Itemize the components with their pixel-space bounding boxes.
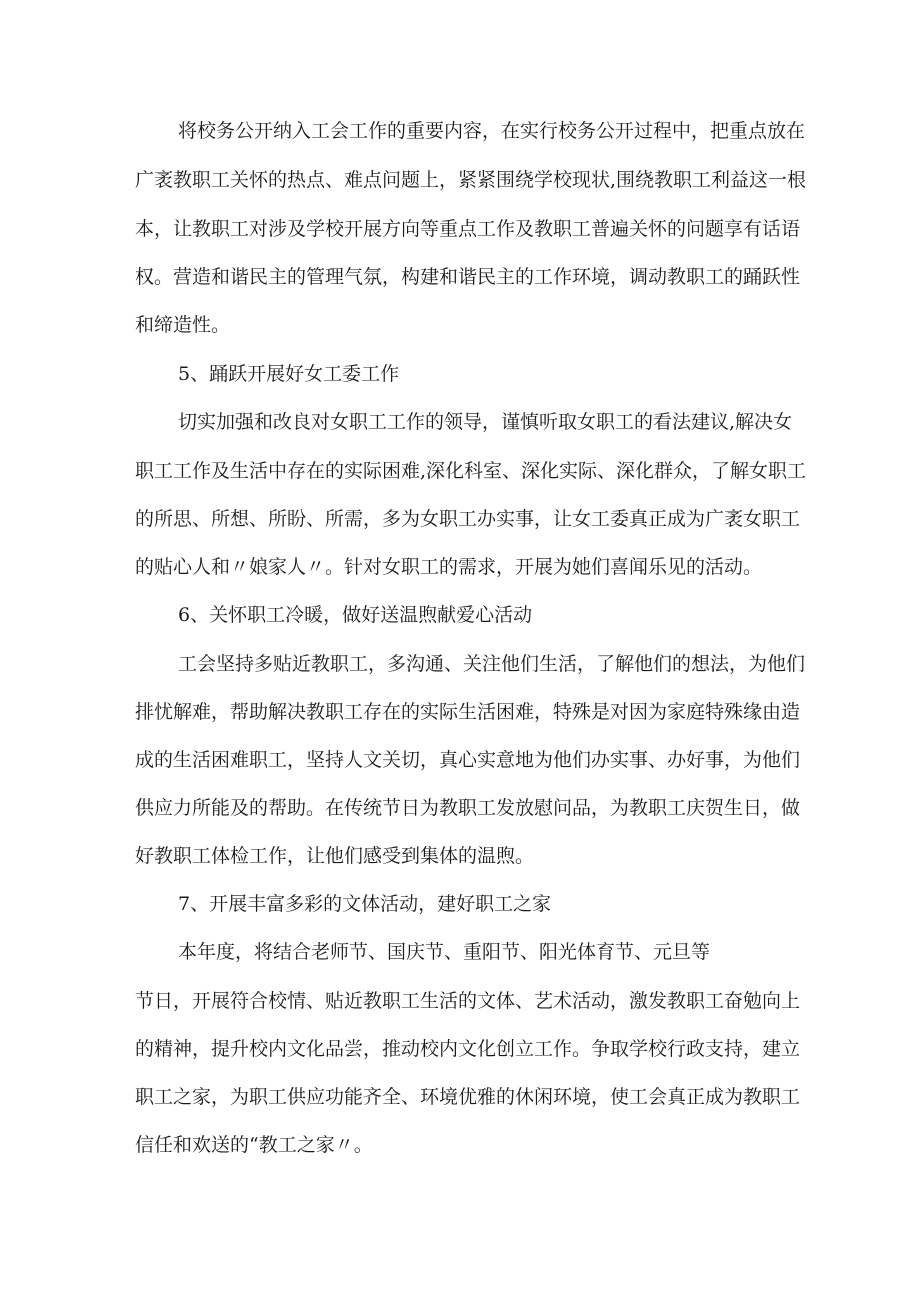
section-heading-6: 6、关怀职工冷暖，做好送温煦献爱心活动 [178, 604, 533, 626]
paragraph-1-line-1: 将校务公开纳入工会工作的重要内容，在实行校务公开过程中，把重点放在 [178, 120, 806, 142]
paragraph-7-line-3: 的精神，提升校内文化品尝，推动校内文化创立工作。争取学校行政支持，建立 [135, 1038, 801, 1060]
paragraph-6-line-3: 成的生活困难职工，坚持人文关切，真心实意地为他们办实事、办好事，为他们 [135, 749, 801, 771]
paragraph-1-line-4: 权。营造和谐民主的管理气氛，构建和谐民主的工作环境，调动教职工的踊跃性 [135, 266, 801, 288]
paragraph-5-line-1: 切实加强和改良对女职工工作的领导，谨慎听取女职工的看法建议,解决女 [178, 411, 793, 433]
paragraph-5-line-4: 的贴心人和〃娘家人〃。针对女职工的需求，开展为她们喜闻乐见的活动。 [135, 556, 763, 578]
paragraph-6-line-4: 供应力所能及的帮助。在传统节日为教职工发放慰问品，为教职工庆贺生日，做 [135, 797, 801, 819]
paragraph-7-line-2: 节日，开展符合校情、贴近教职工生活的文体、艺术活动，激发教职工奋勉向上 [135, 990, 801, 1012]
paragraph-5-line-2: 职工工作及生活中存在的实际困难,深化科室、深化实际、深化群众，了解女职工 [135, 460, 807, 482]
section-heading-5: 5、踊跃开展好女工委工作 [178, 363, 400, 385]
paragraph-7-line-1: 本年度，将结合老师节、国庆节、重阳节、阳光体育节、元旦等 [178, 941, 711, 963]
paragraph-1-line-3: 本，让教职工对涉及学校开展方向等重点工作及教职工普遍关怀的问题享有话语 [135, 218, 801, 240]
paragraph-7-line-4: 职工之家，为职工供应功能齐全、环境优雅的休闲环境，使工会真正成为教职工 [135, 1086, 801, 1108]
paragraph-6-line-1: 工会坚持多贴近教职工，多沟通、关注他们生活，了解他们的想法，为他们 [178, 653, 806, 675]
paragraph-7-line-5: 信任和欢送的“教工之家〃。 [135, 1134, 373, 1156]
paragraph-5-line-3: 的所思、所想、所盼、所需，多为女职工办实事，让女工委真正成为广袤女职工 [135, 508, 801, 530]
paragraph-6-line-2: 排忧解难，帮助解决教职工存在的实际生活困难，特殊是对因为家庭特殊缘由造 [135, 701, 801, 723]
paragraph-1-line-2: 广袤教职工关怀的热点、难点问题上，紧紧围绕学校现状,围绕教职工利益这一根 [135, 169, 807, 191]
paragraph-6-line-5: 好教职工体检工作，让他们感受到集体的温煦。 [135, 845, 535, 867]
paragraph-1-line-5: 和缔造性。 [135, 314, 231, 336]
section-heading-7: 7、开展丰富多彩的文体活动，建好职工之家 [178, 893, 552, 915]
